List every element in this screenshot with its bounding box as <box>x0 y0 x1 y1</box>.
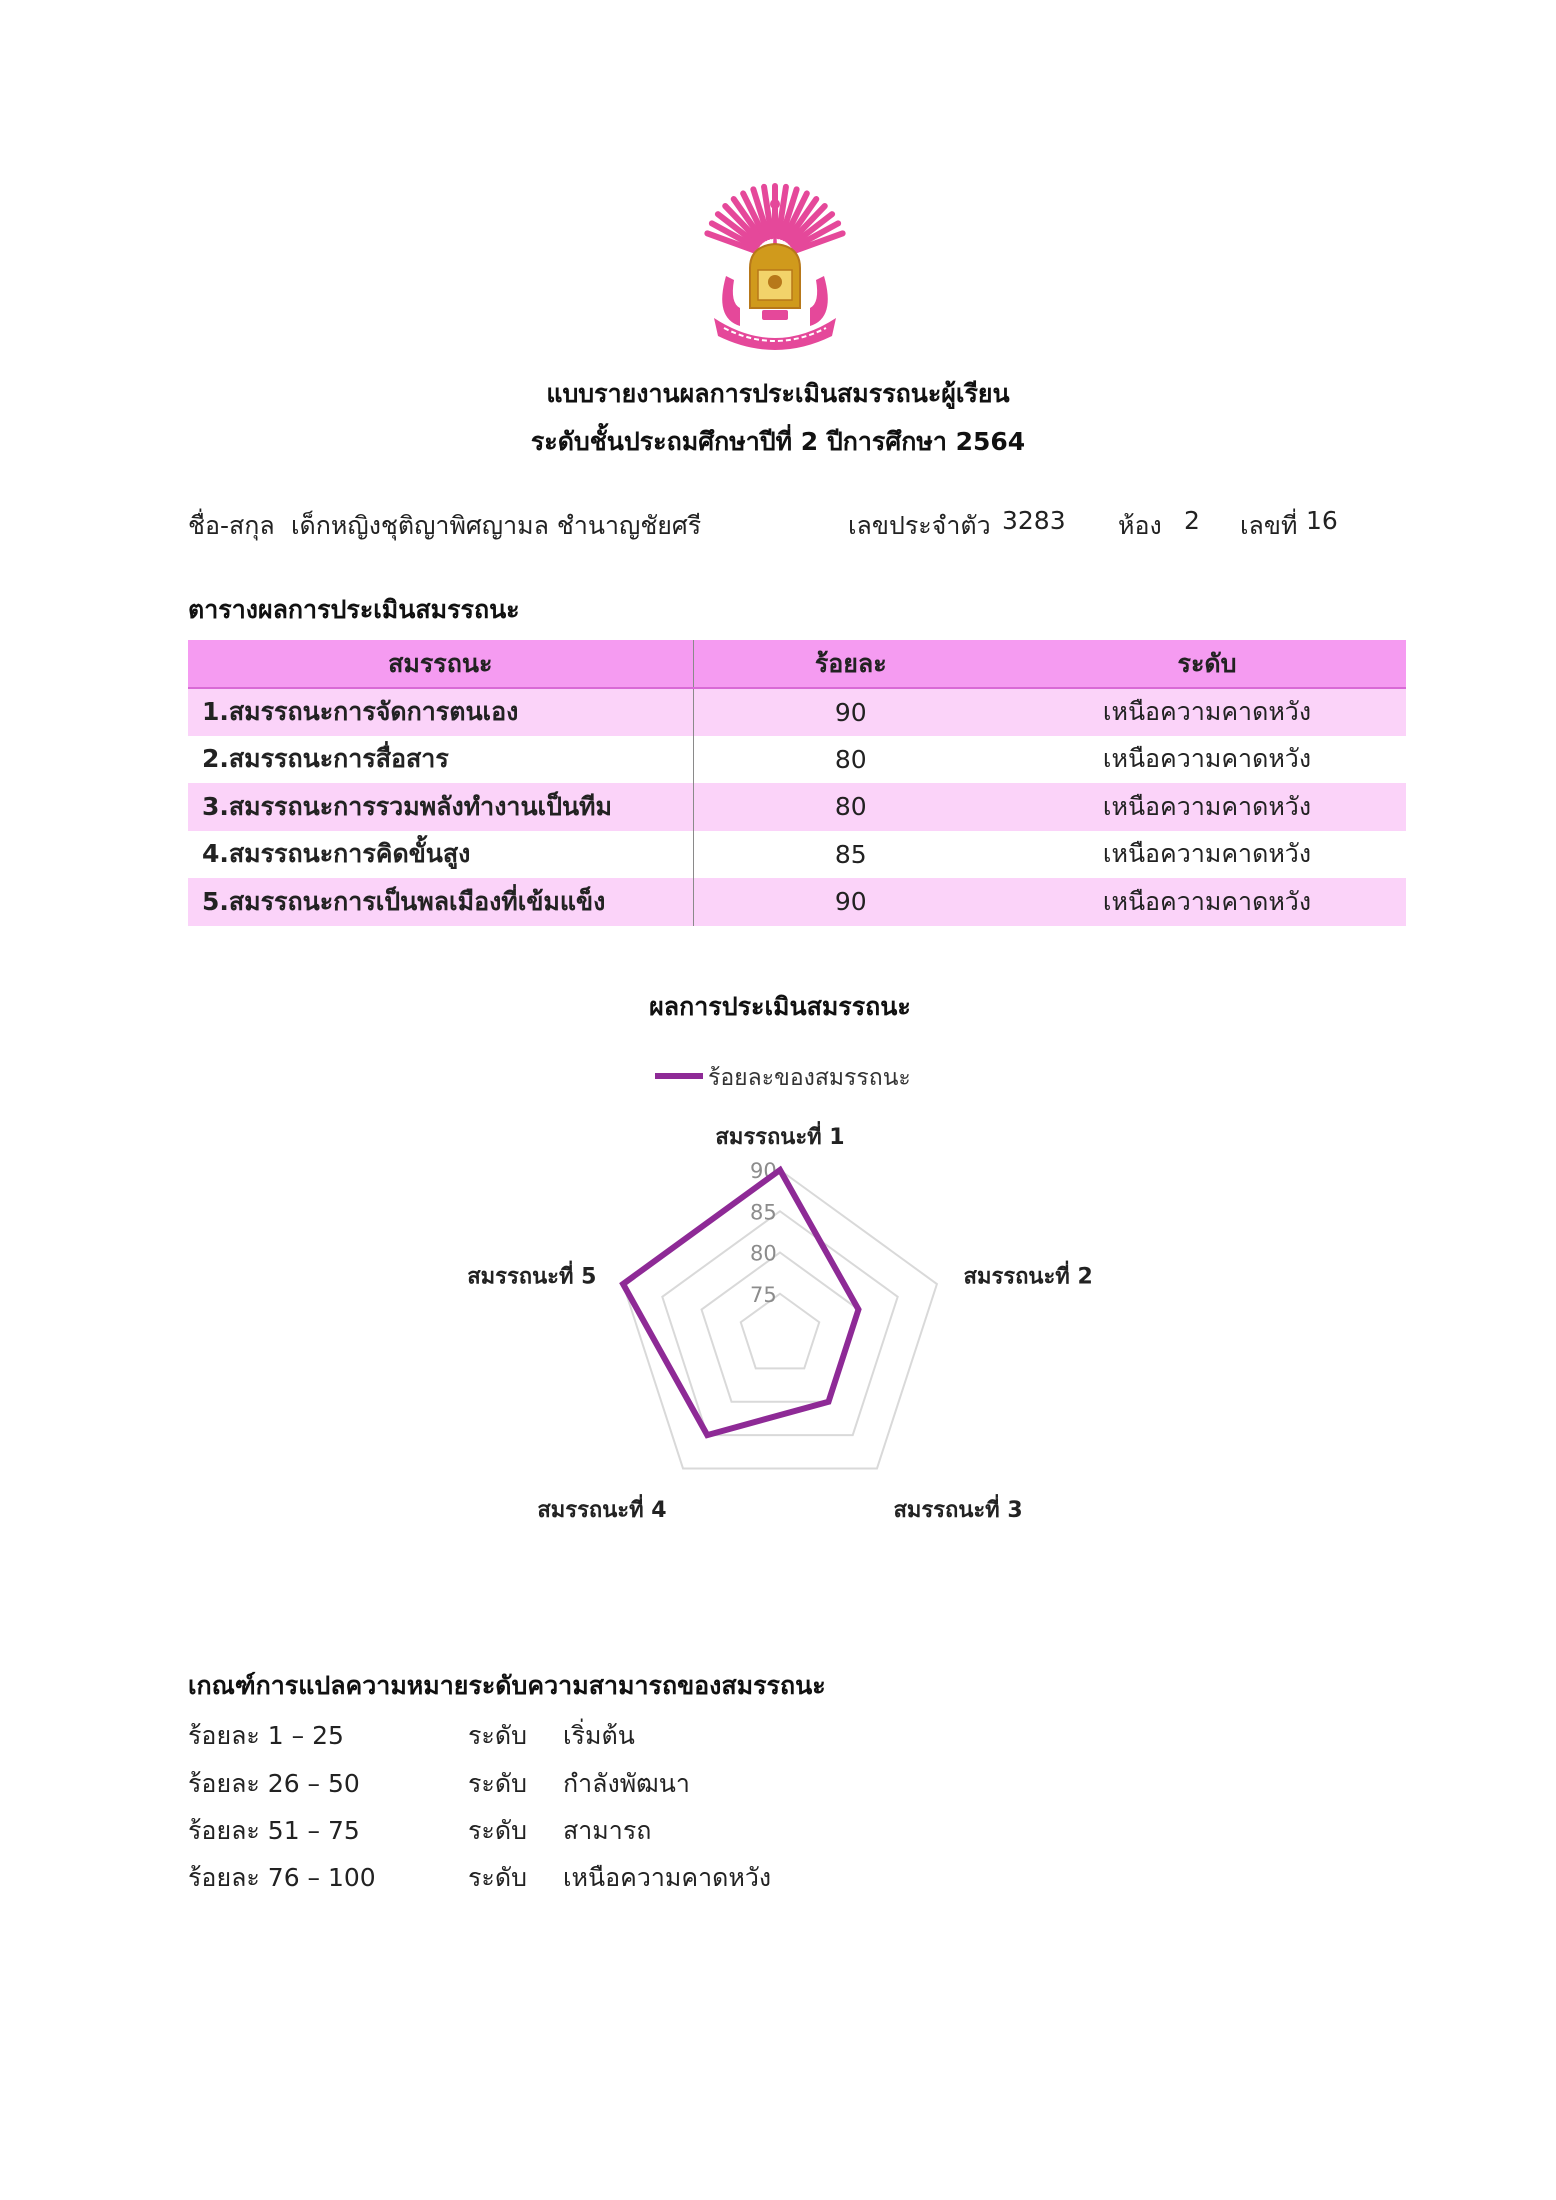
radar-category-label: สมรรถนะที่ 2 <box>963 1264 1093 1290</box>
student-name: เด็กหญิงชุติญาพิศญามล ชำนาญชัยศรี <box>291 511 702 540</box>
table-row <box>188 831 1406 879</box>
room-number: 2 <box>1184 506 1200 535</box>
criteria-level: เหนือความคาดหวัง <box>563 1863 772 1892</box>
column-header-competency: สมรรถนะ <box>188 640 693 688</box>
competency-percent: 80 <box>693 736 1008 784</box>
column-header-percent: ร้อยละ <box>693 640 1008 688</box>
radar-tick-label: 75 <box>750 1282 777 1307</box>
radar-chart <box>430 975 1130 1555</box>
room-label: ห้อง <box>1118 511 1162 540</box>
student-id: 3283 <box>1002 506 1066 535</box>
competency-level: เหนือความคาดหวัง <box>1008 878 1406 926</box>
criteria-level: กำลังพัฒนา <box>563 1769 690 1798</box>
competency-percent: 85 <box>693 831 1008 879</box>
radar-category-label: สมรรถนะที่ 5 <box>467 1264 597 1290</box>
school-emblem-logo <box>700 158 850 350</box>
criteria-level-label: ระดับ <box>468 1721 527 1750</box>
radar-category-label: สมรรถนะที่ 4 <box>537 1498 667 1524</box>
criteria-title: เกณฑ์การแปลความหมายระดับความสามารถของสมรรถนะ <box>188 1671 826 1700</box>
competency-level: เหนือความคาดหวัง <box>1008 688 1406 736</box>
report-subtitle: ระดับชั้นประถมศึกษาปีที่ 2 ปีการศึกษา 2564 <box>530 427 1026 456</box>
criteria-range: ร้อยละ 76 – 100 <box>188 1863 376 1892</box>
radar-category-label: สมรรถนะที่ 1 <box>715 1125 845 1150</box>
student-id-label: เลขประจำตัว <box>848 511 991 540</box>
competency-level: เหนือความคาดหวัง <box>1008 783 1406 831</box>
competency-percent: 90 <box>693 878 1008 926</box>
competency-level: เหนือความคาดหวัง <box>1008 831 1406 879</box>
seat-number-label: เลขที่ <box>1240 511 1298 540</box>
table-row <box>188 736 1406 784</box>
competency-name: 3.สมรรถนะการรวมพลังทำงานเป็นทีม <box>188 783 693 831</box>
competency-name: 5.สมรรถนะการเป็นพลเมืองที่เข้มแข็ง <box>188 878 693 926</box>
competency-name: 2.สมรรถนะการสื่อสาร <box>188 736 693 784</box>
criteria-range: ร้อยละ 26 – 50 <box>188 1769 360 1798</box>
radar-category-label: สมรรถนะที่ 3 <box>893 1498 1023 1524</box>
competency-name: 4.สมรรถนะการคิดขั้นสูง <box>188 831 693 879</box>
table-row <box>188 783 1406 831</box>
report-title: แบบรายงานผลการประเมินสมรรถนะผู้เรียน <box>546 379 1010 408</box>
competency-name: 1.สมรรถนะการจัดการตนเอง <box>188 688 693 736</box>
criteria-range: ร้อยละ 1 – 25 <box>188 1721 344 1750</box>
table-section-title: ตารางผลการประเมินสมรรถนะ <box>188 595 520 624</box>
criteria-level: สามารถ <box>563 1816 652 1845</box>
criteria-level-label: ระดับ <box>468 1863 527 1892</box>
table-row <box>188 688 1406 736</box>
column-header-level: ระดับ <box>1008 640 1406 688</box>
name-label: ชื่อ-สกุล <box>188 511 275 540</box>
competency-table <box>188 640 1406 926</box>
criteria-range: ร้อยละ 51 – 75 <box>188 1816 360 1845</box>
table-row <box>188 878 1406 926</box>
table-header-row <box>188 640 1406 688</box>
competency-percent: 90 <box>693 688 1008 736</box>
competency-level: เหนือความคาดหวัง <box>1008 736 1406 784</box>
radar-tick-label: 80 <box>750 1241 777 1266</box>
radar-tick-label: 85 <box>750 1200 777 1225</box>
radar-tick-label: 90 <box>750 1159 777 1183</box>
criteria-level-label: ระดับ <box>468 1769 527 1798</box>
chart-title: ผลการประเมินสมรรถนะ <box>649 992 911 1021</box>
criteria-level: เริ่มต้น <box>563 1721 635 1750</box>
legend-label: ร้อยละของสมรรถนะ <box>708 1065 911 1091</box>
criteria-level-label: ระดับ <box>468 1816 527 1845</box>
competency-percent: 80 <box>693 783 1008 831</box>
seat-number: 16 <box>1306 506 1338 535</box>
